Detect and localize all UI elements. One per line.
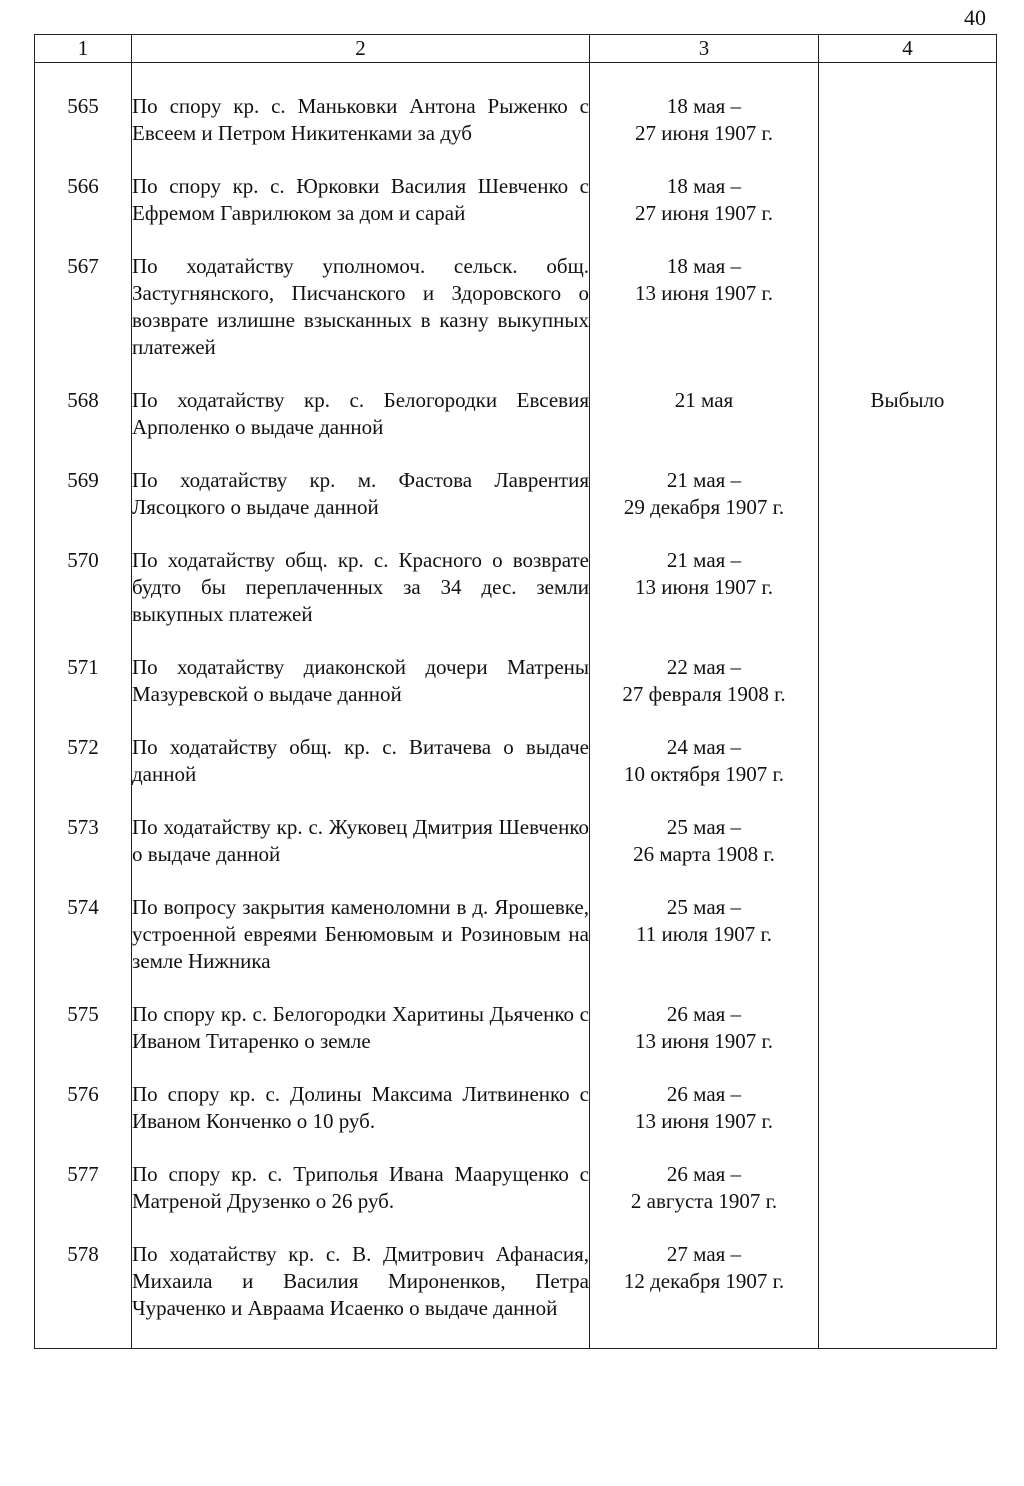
row-spacer-cell bbox=[590, 868, 819, 894]
row-spacer-cell bbox=[132, 788, 590, 814]
entry-description: По ходатайству общ. кр. с. Красного о возврате будто бы переплаченных за 34 дес. земли выкупных платежей bbox=[132, 548, 589, 626]
row-spacer-cell bbox=[590, 521, 819, 547]
row-spacer-cell bbox=[35, 361, 132, 387]
entry-number: 573 bbox=[35, 814, 132, 868]
entry-number: 569 bbox=[35, 467, 132, 521]
row-spacer-cell bbox=[132, 147, 590, 173]
row-spacer-cell bbox=[35, 63, 132, 94]
table-row bbox=[35, 1081, 997, 1135]
row-spacer-cell bbox=[819, 147, 997, 173]
row-spacer bbox=[35, 147, 997, 173]
entry-dates bbox=[590, 467, 819, 521]
row-spacer-cell bbox=[132, 975, 590, 1001]
row-spacer bbox=[35, 788, 997, 814]
date-start: 26 мая – bbox=[666, 1162, 742, 1186]
entry-dates bbox=[590, 547, 819, 628]
row-spacer bbox=[35, 361, 997, 387]
entry-description: По спору кр. с. Маньковки Антона Рыженко с Евсеем и Петром Никитенками за дуб bbox=[132, 94, 589, 145]
date-end: 13 июня 1907 г. bbox=[634, 281, 774, 305]
table-row bbox=[35, 894, 997, 975]
row-spacer bbox=[35, 521, 997, 547]
row-spacer-cell bbox=[590, 441, 819, 467]
row-spacer-cell bbox=[590, 63, 819, 94]
date-end: 10 октября 1907 г. bbox=[623, 762, 785, 786]
table-row bbox=[35, 814, 997, 868]
entry-description: По ходатайству диаконской дочери Матрены Мазуревской о выдаче данной bbox=[132, 655, 589, 706]
row-spacer-cell bbox=[132, 1322, 590, 1349]
row-spacer bbox=[35, 868, 997, 894]
row-spacer bbox=[35, 63, 997, 94]
entry-note bbox=[819, 253, 997, 361]
entry-dates bbox=[590, 1161, 819, 1215]
entry-description: По ходатайству общ. кр. с. Витачева о выдаче данной bbox=[132, 735, 589, 786]
register-table bbox=[34, 34, 997, 1349]
entry-number: 568 bbox=[35, 387, 132, 441]
page-number: 40 bbox=[964, 5, 986, 30]
entry-number: 565 bbox=[35, 93, 132, 147]
row-spacer-cell bbox=[590, 975, 819, 1001]
row-spacer-cell bbox=[35, 227, 132, 253]
row-spacer-cell bbox=[132, 708, 590, 734]
row-spacer-cell bbox=[819, 1322, 997, 1349]
entry-note bbox=[819, 467, 997, 521]
row-spacer-cell bbox=[590, 708, 819, 734]
entry-note bbox=[819, 547, 997, 628]
row-spacer-cell bbox=[132, 227, 590, 253]
entry-description: По вопросу закрытия каменоломни в д. Ярошевке, устроенной евреями Бенюмовым и Розиновым на земле Нижника bbox=[132, 895, 589, 973]
header-row bbox=[35, 35, 997, 63]
row-spacer-cell bbox=[35, 1322, 132, 1349]
entry-number: 576 bbox=[35, 1081, 132, 1135]
entry-dates bbox=[590, 814, 819, 868]
table-row bbox=[35, 173, 997, 227]
entry-note bbox=[819, 1161, 997, 1215]
date-start: 21 мая bbox=[674, 388, 734, 412]
date-end: 13 июня 1907 г. bbox=[634, 1029, 774, 1053]
date-start: 26 мая – bbox=[666, 1082, 742, 1106]
table-row bbox=[35, 387, 997, 441]
date-end: 11 июля 1907 г. bbox=[635, 922, 772, 946]
entry-dates bbox=[590, 387, 819, 441]
row-spacer-cell bbox=[132, 361, 590, 387]
entry-number: 567 bbox=[35, 253, 132, 361]
column-header-number: 1 bbox=[35, 35, 132, 63]
row-spacer-cell bbox=[590, 788, 819, 814]
date-end: 2 августа 1907 г. bbox=[630, 1189, 778, 1213]
entry-description: По ходатайству кр. с. Жуковец Дмитрия Шевченко о выдаче данной bbox=[132, 815, 589, 866]
row-spacer-cell bbox=[35, 975, 132, 1001]
column-header-description: 2 bbox=[132, 35, 590, 63]
row-spacer bbox=[35, 1055, 997, 1081]
date-end: 13 июня 1907 г. bbox=[634, 575, 774, 599]
row-spacer-cell bbox=[819, 1135, 997, 1161]
row-spacer-cell bbox=[819, 521, 997, 547]
entry-note bbox=[819, 1001, 997, 1055]
row-spacer bbox=[35, 1215, 997, 1241]
register-body bbox=[35, 63, 997, 1349]
entry-number: 571 bbox=[35, 654, 132, 708]
row-spacer bbox=[35, 441, 997, 467]
row-spacer-cell bbox=[590, 147, 819, 173]
row-spacer-cell bbox=[132, 1215, 590, 1241]
row-spacer-cell bbox=[132, 868, 590, 894]
date-end: 12 декабря 1907 г. bbox=[623, 1269, 785, 1293]
date-end: 29 декабря 1907 г. bbox=[623, 495, 785, 519]
entry-number: 574 bbox=[35, 894, 132, 975]
entry-note bbox=[819, 1241, 997, 1322]
row-spacer-cell bbox=[132, 441, 590, 467]
date-start: 21 мая – bbox=[666, 468, 742, 492]
entry-number: 575 bbox=[35, 1001, 132, 1055]
row-spacer-cell bbox=[819, 1215, 997, 1241]
entry-dates bbox=[590, 253, 819, 361]
date-end: 27 июня 1907 г. bbox=[634, 121, 774, 145]
row-spacer-cell bbox=[590, 1322, 819, 1349]
table-row bbox=[35, 1001, 997, 1055]
date-start: 18 мая – bbox=[666, 174, 742, 198]
row-spacer-cell bbox=[819, 788, 997, 814]
entry-description: По спору кр. с. Белогородки Харитины Дьяченко с Иваном Титаренко о земле bbox=[132, 1002, 589, 1053]
row-spacer-cell bbox=[35, 1055, 132, 1081]
date-start: 18 мая – bbox=[666, 94, 742, 118]
entry-note bbox=[819, 814, 997, 868]
row-spacer-cell bbox=[35, 521, 132, 547]
entry-dates bbox=[590, 1001, 819, 1055]
row-spacer-cell bbox=[590, 1055, 819, 1081]
row-spacer bbox=[35, 1135, 997, 1161]
table-row bbox=[35, 1161, 997, 1215]
row-spacer-cell bbox=[132, 1135, 590, 1161]
entry-note bbox=[819, 173, 997, 227]
entry-number: 577 bbox=[35, 1161, 132, 1215]
row-spacer-cell bbox=[35, 868, 132, 894]
row-spacer-cell bbox=[819, 441, 997, 467]
row-spacer-cell bbox=[590, 361, 819, 387]
entry-note bbox=[819, 894, 997, 975]
entry-dates bbox=[590, 894, 819, 975]
date-end: 26 марта 1908 г. bbox=[633, 842, 775, 866]
date-end: 13 июня 1907 г. bbox=[634, 1109, 774, 1133]
row-spacer bbox=[35, 227, 997, 253]
column-header-dates: 3 bbox=[590, 35, 819, 63]
row-spacer-cell bbox=[819, 975, 997, 1001]
row-spacer-cell bbox=[590, 628, 819, 654]
entry-note bbox=[819, 654, 997, 708]
row-spacer-cell bbox=[819, 227, 997, 253]
date-start: 21 мая – bbox=[666, 548, 742, 572]
row-spacer-cell bbox=[35, 708, 132, 734]
date-start: 24 мая – bbox=[666, 735, 742, 759]
entry-number: 566 bbox=[35, 173, 132, 227]
row-spacer bbox=[35, 975, 997, 1001]
entry-note bbox=[819, 734, 997, 788]
row-spacer-cell bbox=[590, 227, 819, 253]
row-spacer-cell bbox=[819, 1055, 997, 1081]
table-row bbox=[35, 547, 997, 628]
row-spacer-cell bbox=[35, 1215, 132, 1241]
row-spacer bbox=[35, 708, 997, 734]
date-start: 27 мая – bbox=[666, 1242, 742, 1266]
entry-description: По ходатайству кр. с. В. Дмитрович Афанасия, Михаила и Василия Мироненков, Петра Чураченко и Авраама Исаенко о выдаче данной bbox=[132, 1242, 589, 1320]
row-spacer-cell bbox=[132, 521, 590, 547]
row-spacer bbox=[35, 1322, 997, 1349]
row-spacer-cell bbox=[132, 1055, 590, 1081]
entry-note bbox=[819, 93, 997, 147]
entry-dates bbox=[590, 1241, 819, 1322]
entry-dates bbox=[590, 93, 819, 147]
table-row bbox=[35, 253, 997, 361]
row-spacer-cell bbox=[132, 628, 590, 654]
row-spacer-cell bbox=[132, 63, 590, 94]
date-start: 18 мая – bbox=[666, 254, 742, 278]
column-header-note: 4 bbox=[819, 35, 997, 63]
table-row bbox=[35, 654, 997, 708]
row-spacer-cell bbox=[590, 1135, 819, 1161]
entry-description: По ходатайству уполномоч. сельск. общ. Застугнянского, Писчанского и Здоровского о возврате излишне взысканных в казну выкупных платежей bbox=[132, 254, 589, 359]
date-start: 26 мая – bbox=[666, 1002, 742, 1026]
entry-number: 578 bbox=[35, 1241, 132, 1322]
entry-note bbox=[819, 1081, 997, 1135]
table-row bbox=[35, 467, 997, 521]
row-spacer-cell bbox=[35, 1135, 132, 1161]
date-end: 27 июня 1907 г. bbox=[634, 201, 774, 225]
row-spacer-cell bbox=[590, 1215, 819, 1241]
row-spacer-cell bbox=[35, 441, 132, 467]
entry-description: По спору кр. с. Юрковки Василия Шевченко с Ефремом Гаврилюком за дом и сарай bbox=[132, 174, 589, 225]
entry-description: По ходатайству кр. с. Белогородки Евсевия Арполенко о выдаче данной bbox=[132, 388, 589, 439]
entry-dates bbox=[590, 173, 819, 227]
entry-number: 572 bbox=[35, 734, 132, 788]
entry-dates bbox=[590, 1081, 819, 1135]
date-end: 27 февраля 1908 г. bbox=[622, 682, 786, 706]
row-spacer-cell bbox=[819, 868, 997, 894]
row-spacer-cell bbox=[35, 628, 132, 654]
entry-description: По спору кр. с. Триполья Ивана Маарущенко с Матреной Друзенко о 26 руб. bbox=[132, 1162, 589, 1213]
date-start: 22 мая – bbox=[666, 655, 742, 679]
table-row bbox=[35, 93, 997, 147]
table-row bbox=[35, 1241, 997, 1322]
table-row bbox=[35, 734, 997, 788]
entry-dates bbox=[590, 654, 819, 708]
entry-note: Выбыло bbox=[819, 387, 997, 441]
date-start: 25 мая – bbox=[666, 815, 742, 839]
row-spacer-cell bbox=[819, 361, 997, 387]
row-spacer-cell bbox=[35, 147, 132, 173]
date-start: 25 мая – bbox=[666, 895, 742, 919]
row-spacer-cell bbox=[819, 628, 997, 654]
row-spacer-cell bbox=[819, 708, 997, 734]
entry-number: 570 bbox=[35, 547, 132, 628]
entry-dates bbox=[590, 734, 819, 788]
row-spacer-cell bbox=[819, 63, 997, 94]
entry-description: По спору кр. с. Долины Максима Литвиненко с Иваном Конченко о 10 руб. bbox=[132, 1082, 589, 1133]
entry-description: По ходатайству кр. м. Фастова Лаврентия Лясоцкого о выдаче данной bbox=[132, 468, 589, 519]
row-spacer bbox=[35, 628, 997, 654]
row-spacer-cell bbox=[35, 788, 132, 814]
